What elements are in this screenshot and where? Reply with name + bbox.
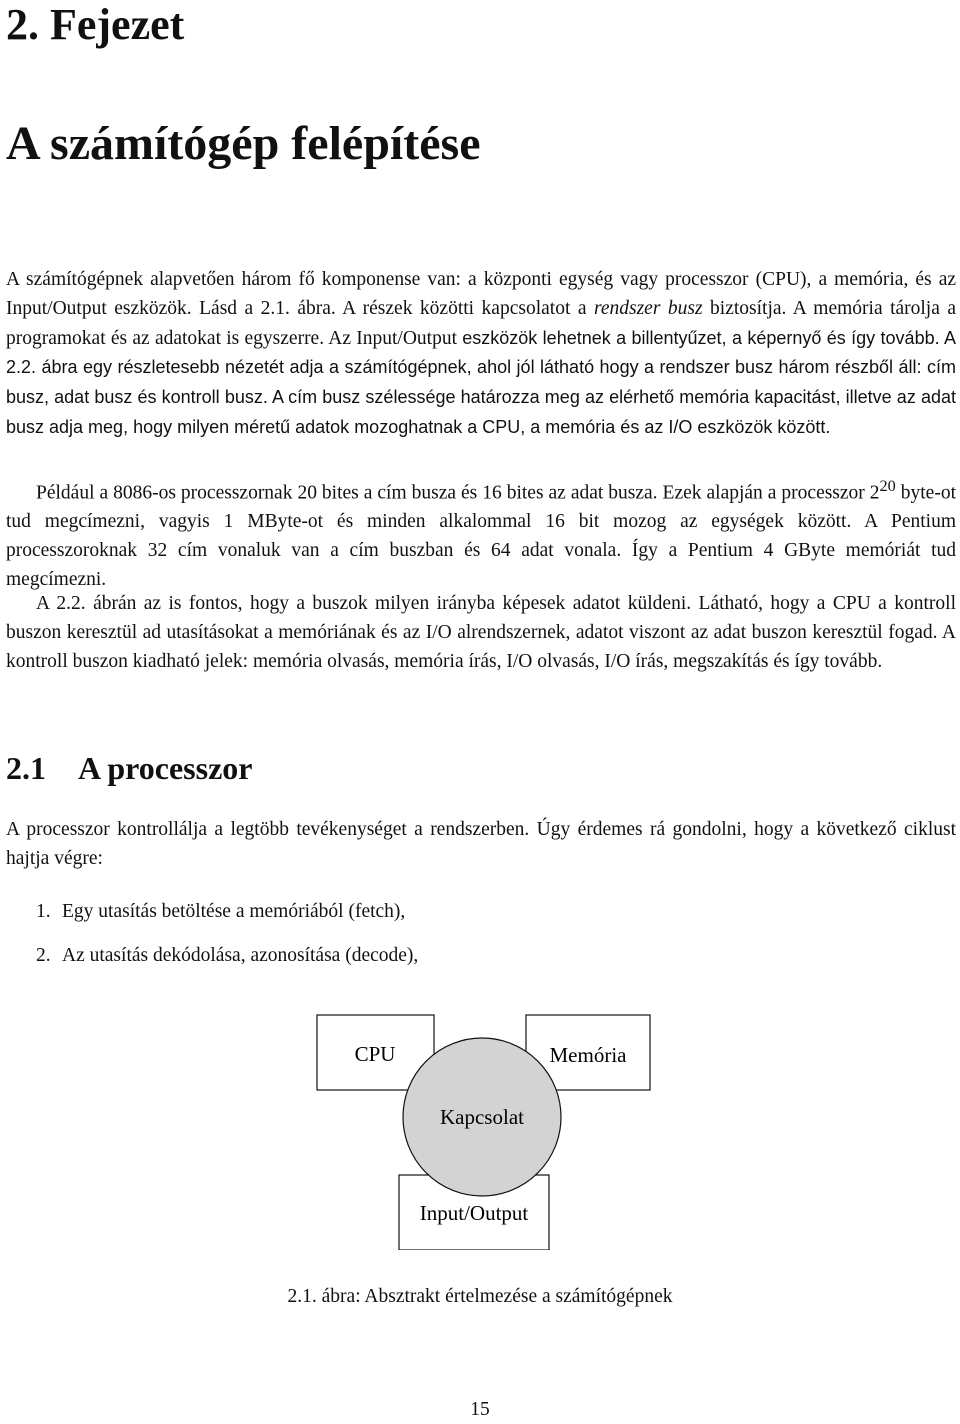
intro-paragraph-3: A 2.2. ábrán az is fontos, hogy a buszok milyen irányba képesek adatot küldeni. Látható, hogy a CPU a kontroll buszon keresztül ad utasításokat a memóriának és az I/O alrendszernek, adatot viszont az adat buszon keresztül fogad. A kontroll buszon kiadható jelek: memória olvasás, memória írás, I/O olvasás, I/O írás, megszakítás és így tovább. [6,593,956,672]
chapter-title: A számítógép felépítése [6,117,481,170]
intro-paragraph-1 [6,266,956,443]
intro-paragraph-2 [6,472,956,595]
section-paragraph: A processzor kontrollálja a legtöbb tevékenységet a rendszerben. Úgy érdemes rá gondolni, hogy a következő ciklust hajtja végre: [6,819,956,869]
cpu-label: CPU [354,1042,396,1066]
chapter-number: 2. Fejezet [6,0,185,49]
section-heading [6,748,252,788]
memory-label: Memória [549,1043,627,1067]
list-item [36,942,418,970]
computer-architecture-diagram [0,1000,960,1250]
list-item-text: Az utasítás dekódolása, azonosítása (decode), [62,945,419,966]
section-number: 2.1 [6,750,46,786]
page-number: 15 [470,1399,490,1420]
list-item [36,898,405,926]
intro-p2-text-b: byte-ot tud megcímezni, vagyis 1 MByte-ot és minden alkalommal 16 bit mozog az egységek között. A Pentium processzoroknak 32 cím vonaluk van a cím buszban és 64 adat vonala. Így a Pentium 4 GByte memóriát tud megcímezni. [6,482,956,590]
list-marker: 1. [36,901,51,922]
figure-caption: 2.1. ábra: Absztrakt értelmezése a számítógépnek [287,1286,673,1307]
list-marker: 2. [36,945,51,966]
intro-p2-text-a: Például a 8086-os processzornak 20 bites a cím busza és 16 bites az adat busza. Ezek alapján a processzor 2 [36,482,880,504]
intro-text-a: A számítógépnek alapvetően három fő komponense van: a központi egység vagy processzor (CPU), a memória, és az Input/Output eszközök. Lásd a 2.1. ábra. A részek közötti kapcsolatot a [6,269,956,319]
connection-label: Kapcsolat [440,1105,524,1129]
intro-p2-exponent: 20 [879,477,896,495]
io-label: Input/Output [419,1201,529,1225]
intro-text-b: biztosítja. A memória tárolja a programokat és az adatokat is egyszerre. Az Input/Output [6,297,957,349]
intro-text-sans: eszközök lehetnek a billentyűzet, a képernyő és így tovább. A 2.2. ábra egy részletesebb nézetét adja a számítógépnek, ahol jól látható hogy a rendszer busz három részből áll: cím busz, adat busz és kontroll busz. A cím busz szélessége határozza meg az elérhető memória kapacitást, illetve az adat busz adja meg, hogy milyen méretű adatok mozoghatnak a CPU, a memória és az I/O eszközök között. [6,327,956,437]
list-item-text: Egy utasítás betöltése a memóriából (fetch), [62,901,406,922]
section-title: A processzor [78,750,253,786]
intro-emphasis: rendszer busz [593,297,703,319]
